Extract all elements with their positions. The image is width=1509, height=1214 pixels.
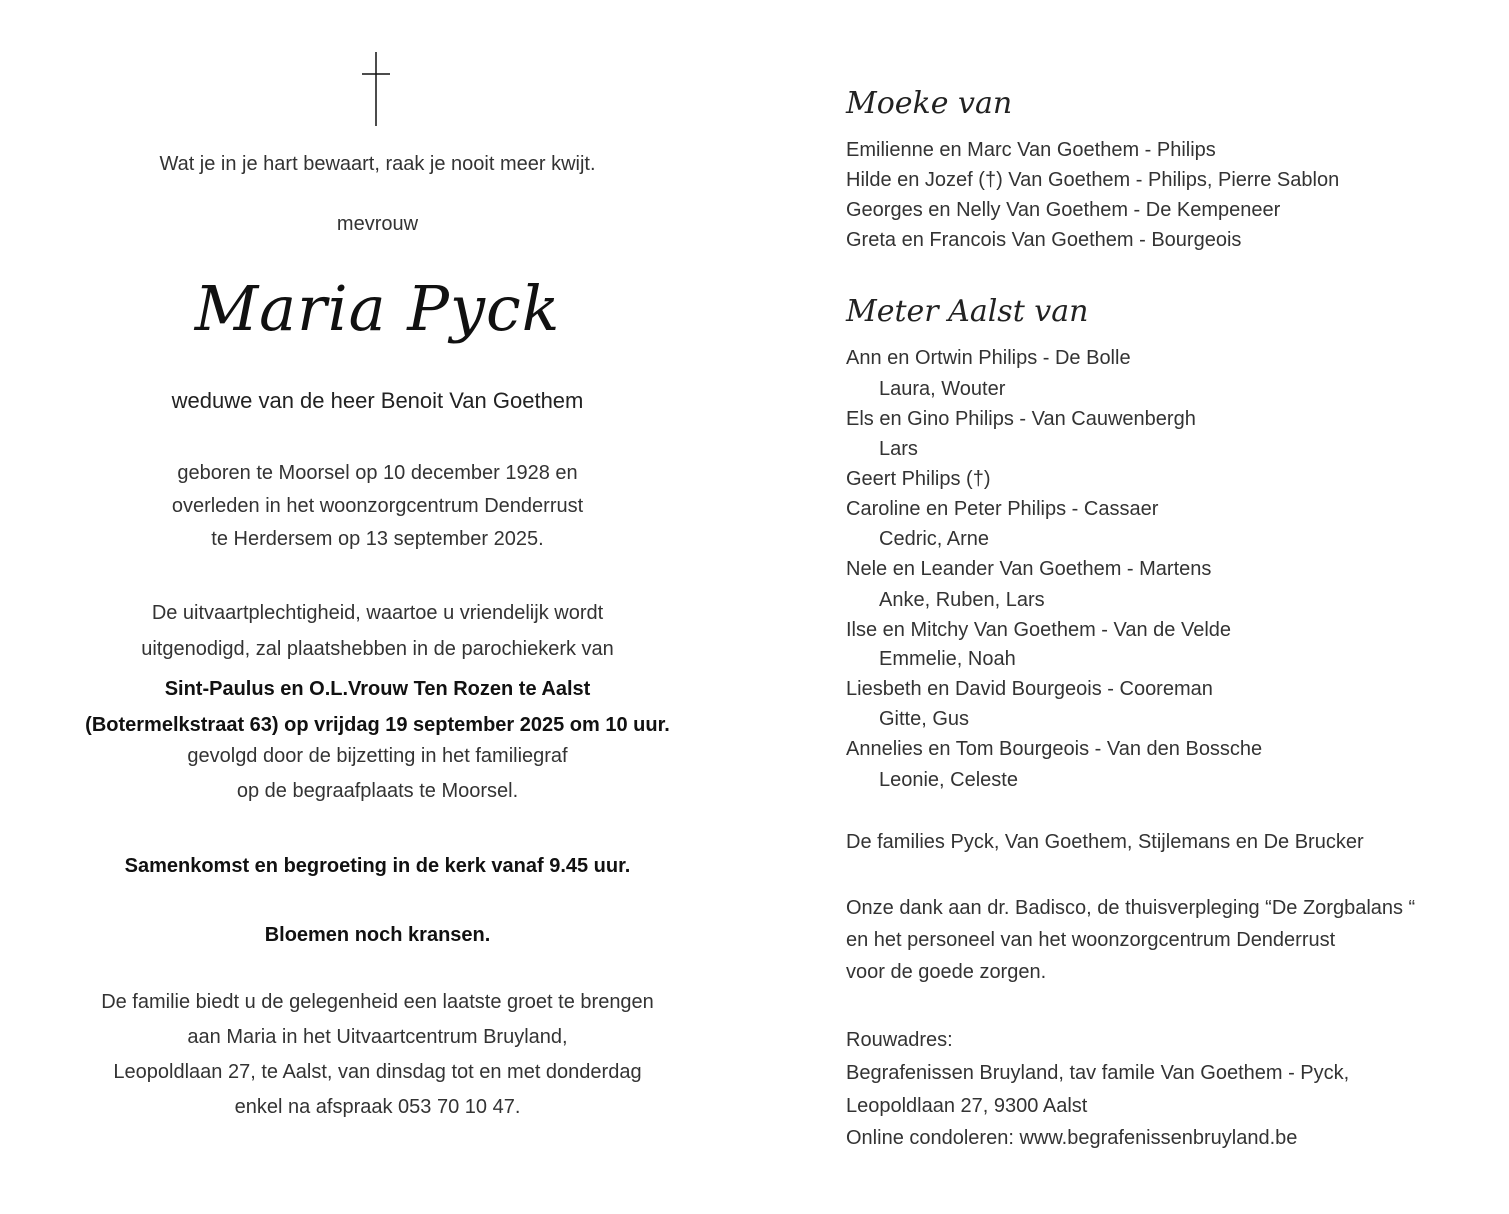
meter-children-line: Lars	[879, 438, 918, 460]
burial-line: op de begraafplaats te Moorsel.	[236, 780, 519, 802]
address-line: Begrafenissen Bruyland, tav famile Van Goethem - Pyck,	[846, 1062, 1350, 1084]
salutation: mevrouw	[336, 213, 419, 235]
died-line: overleden in het woonzorgcentrum Denderrust	[171, 495, 584, 517]
farewell-line: Leopoldlaan 27, te Aalst, van dinsdag tot en met donderdag	[113, 1061, 642, 1083]
thanks-line: voor de goede zorgen.	[846, 961, 1047, 983]
meter-line: Ann en Ortwin Philips - De Bolle	[846, 347, 1131, 369]
meter-children-line: Anke, Ruben, Lars	[879, 589, 1045, 611]
ceremony-line: uitgenodigd, zal plaatshebben in de parochiekerk van	[141, 638, 614, 660]
moeke-line: Greta en Francois Van Goethem - Bourgeois	[846, 229, 1242, 251]
thanks-line: en het personeel van het woonzorgcentrum Denderrust	[846, 929, 1336, 951]
heading-meter: Meter Aalst van	[846, 294, 1089, 329]
flowers-notice: Bloemen noch kransen.	[264, 924, 491, 946]
meter-line: Nele en Leander Van Goethem - Martens	[846, 558, 1212, 580]
farewell-line: De familie biedt u de gelegenheid een laatste groet te brengen	[101, 991, 654, 1013]
heading-moeke: Moeke van	[846, 86, 1013, 121]
meter-line: Caroline en Peter Philips - Cassaer	[846, 498, 1159, 520]
meter-line: Annelies en Tom Bourgeois - Van den Bossche	[846, 738, 1263, 760]
address-line: Leopoldlaan 27, 9300 Aalst	[846, 1095, 1088, 1117]
cross-icon	[361, 52, 391, 126]
meter-line: Els en Gino Philips - Van Cauwenbergh	[846, 408, 1196, 430]
meter-children-line: Gitte, Gus	[879, 708, 970, 730]
online-condolence-line: Online condoleren: www.begrafenissenbruyland.be	[846, 1127, 1298, 1149]
church-date-line: (Botermelkstraat 63) op vrijdag 19 september 2025 om 10 uur.	[85, 714, 670, 736]
moeke-line: Georges en Nelly Van Goethem - De Kempeneer	[846, 199, 1281, 221]
meter-children-line: Cedric, Arne	[879, 528, 990, 550]
meter-children-line: Leonie, Celeste	[879, 769, 1018, 791]
thanks-line: Onze dank aan dr. Badisco, de thuisverpleging “De Zorgbalans “	[846, 897, 1416, 919]
quote: Wat je in je hart bewaart, raak je nooit meer kwijt.	[159, 153, 596, 175]
born-line: geboren te Moorsel op 10 december 1928 en	[177, 462, 578, 484]
died-place-line: te Herdersem op 13 september 2025.	[211, 528, 544, 550]
meter-children-line: Emmelie, Noah	[879, 648, 1016, 670]
ceremony-line: De uitvaartplechtigheid, waartoe u vriendelijk wordt	[151, 602, 604, 624]
church-line: Sint-Paulus en O.L.Vrouw Ten Rozen te Aalst	[164, 678, 591, 700]
moeke-line: Hilde en Jozef (†) Van Goethem - Philips, Pierre Sablon	[846, 169, 1340, 191]
burial-line: gevolgd door de bijzetting in het familiegraf	[187, 745, 568, 767]
meter-children-line: Laura, Wouter	[879, 378, 1006, 400]
farewell-phone-line: enkel na afspraak 053 70 10 47.	[234, 1096, 521, 1118]
gathering-notice: Samenkomst en begroeting in de kerk vanaf 9.45 uur.	[124, 855, 631, 877]
address-label: Rouwadres:	[846, 1029, 953, 1051]
families-line: De families Pyck, Van Goethem, Stijlemans en De Brucker	[846, 831, 1364, 853]
widow-of: weduwe van de heer Benoit Van Goethem	[171, 388, 584, 413]
meter-line: Geert Philips (†)	[846, 468, 991, 490]
deceased-name: Maria Pyck	[194, 272, 561, 345]
moeke-line: Emilienne en Marc Van Goethem - Philips	[846, 139, 1216, 161]
meter-line: Liesbeth en David Bourgeois - Cooreman	[846, 678, 1213, 700]
meter-line: Ilse en Mitchy Van Goethem - Van de Velde	[846, 619, 1232, 641]
farewell-line: aan Maria in het Uitvaartcentrum Bruyland,	[187, 1026, 568, 1048]
